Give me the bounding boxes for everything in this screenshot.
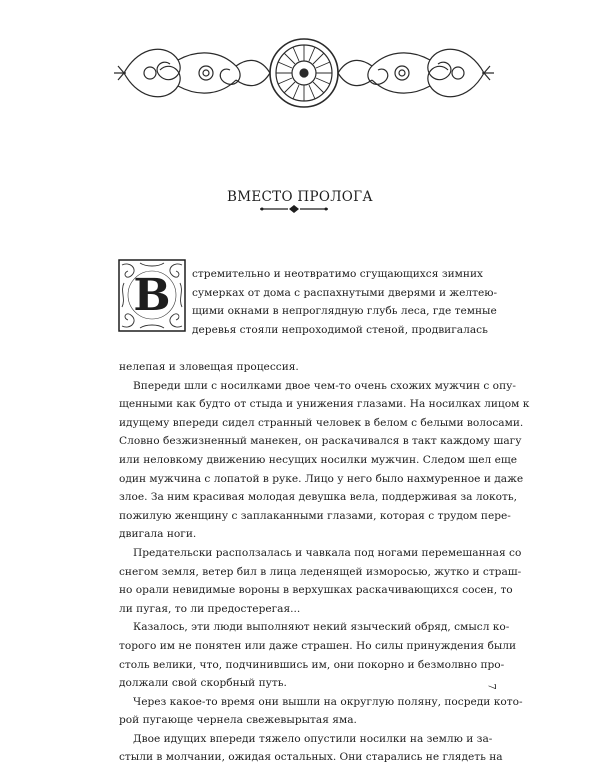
text-line: нелепая и зловещая процессия. — [119, 361, 299, 373]
text-line: стыли в молчании, ожидая остальных. Они старались не глядеть на — [119, 751, 503, 764]
body-text — [119, 358, 530, 767]
text-line: снегом земля, ветер бил в лица леденящей изморосью, жутко и страш- — [119, 565, 522, 578]
title-divider-ornament — [258, 204, 330, 214]
text-line: Предательски расползалась и чавкала под ногами перемешанная со — [133, 546, 522, 559]
drop-cap-letter: В — [133, 270, 171, 321]
text-line: торого им не понятен или даже страшен. Но силы принуждения были — [119, 639, 517, 652]
text-line: Двое идущих впереди тяжело опустили носилки на землю и за- — [133, 732, 493, 745]
text-line: рой пугающе чернела свежевырытая яма. — [119, 714, 357, 727]
drop-cap — [118, 259, 186, 332]
text-line: злое. За ним красивая молодая девушка вела, поддерживая за локоть, — [119, 491, 517, 504]
header-ornament — [110, 30, 498, 116]
text-line: двигала ноги. — [119, 528, 197, 541]
text-line: пожилую женщину с заплаканными глазами, которая с трудом пере- — [119, 509, 511, 522]
text-line: ли пугая, то ли предостерегая... — [119, 602, 301, 615]
intro-paragraph — [192, 265, 498, 339]
text-line: Словно безжизненный манекен, он раскачивался в такт каждому шагу — [119, 435, 522, 448]
text-line: сумерках от дома с распахнутыми дверями и желтею- — [192, 286, 498, 299]
text-line: один мужчина с лопатой в руке. Лицо у него было нахмуренное и даже — [119, 472, 524, 485]
chapter-title: ВМЕСТО ПРОЛОГА — [227, 189, 373, 206]
text-line: Впереди шли с носилками двое чем-то очень схожих мужчин с опу- — [133, 379, 516, 392]
text-line: Через какое-то время они вышли на округлую поляну, посреди кото- — [133, 695, 523, 708]
page-number: 7 — [485, 683, 497, 690]
text-line: деревья стояли непроходимой стеной, продвигалась — [192, 323, 488, 336]
text-line: должали свой скорбный путь. — [119, 677, 287, 690]
text-line: щими окнами в непроглядную глубь леса, где темные — [192, 305, 497, 318]
text-line: идущему впереди сидел странный человек в белом с белыми волосами. — [119, 416, 524, 429]
text-line: щенными как будто от стыда и унижения глазами. На носилках лицом к — [119, 398, 530, 411]
text-line: но орали невидимые вороны в верхушках раскачивающихся сосен, то — [119, 584, 513, 597]
text-line: столь велики, что, подчинившись им, они покорно и безмолвно про- — [119, 658, 505, 671]
text-line: стремительно и неотвратимо сгущающихся зимних — [192, 268, 483, 280]
text-line: или неловкому движению несущих носилки мужчин. Следом шел еще — [119, 453, 517, 466]
text-line: Казалось, эти люди выполняют некий языческий обряд, смысл ко- — [133, 621, 510, 634]
